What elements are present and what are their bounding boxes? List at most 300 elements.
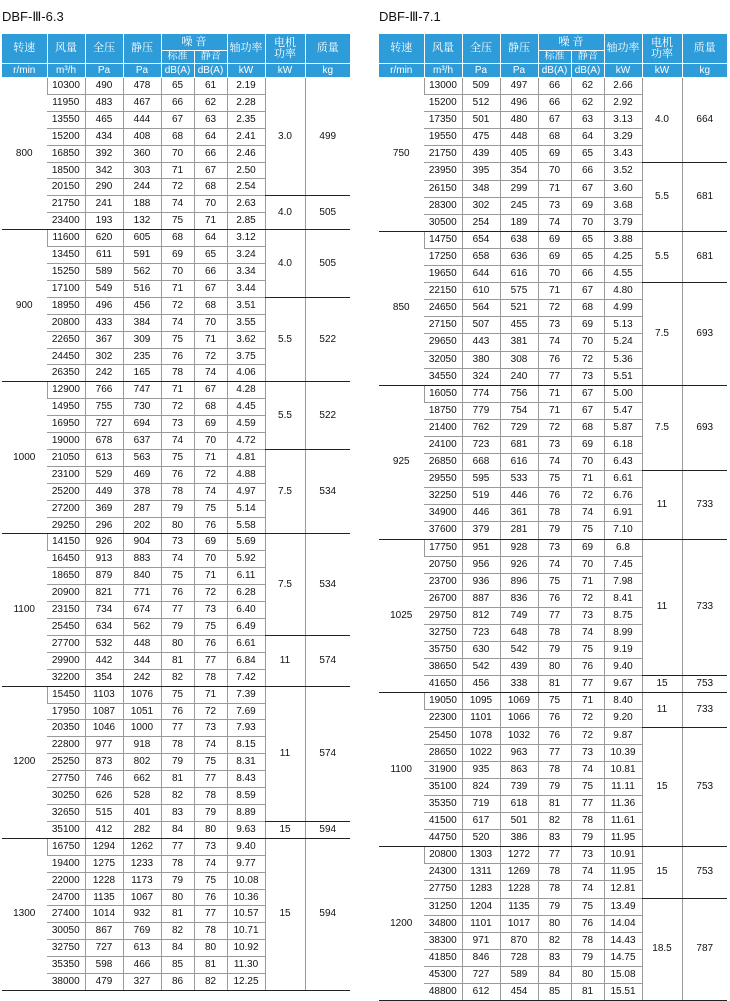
- noise-standard-cell: 76: [538, 488, 571, 505]
- noise-standard-cell: 65: [161, 78, 194, 95]
- noise-static-cell: 72: [571, 590, 604, 607]
- table-row: [379, 385, 727, 402]
- shaft-power-cell: 6.40: [227, 602, 265, 619]
- flow-cell: 20800: [424, 847, 462, 864]
- total-pressure-cell: 380: [462, 351, 500, 368]
- total-pressure-cell: 727: [462, 966, 500, 983]
- shaft-power-cell: 2.63: [227, 196, 265, 213]
- flow-cell: 24650: [424, 300, 462, 317]
- flow-cell: 16050: [424, 385, 462, 402]
- flow-cell: 15450: [47, 686, 85, 703]
- total-pressure-cell: 302: [85, 348, 123, 365]
- flow-cell: 22800: [47, 737, 85, 754]
- total-pressure-cell: 501: [462, 112, 500, 129]
- weight-cell: 534: [305, 449, 350, 534]
- static-pressure-cell: 344: [123, 652, 161, 669]
- noise-static-cell: 71: [194, 331, 227, 348]
- noise-static-cell: 63: [194, 111, 227, 128]
- motor-power-cell: 15: [642, 676, 682, 693]
- speed-cell: 1200: [2, 686, 47, 838]
- total-pressure-cell: 1101: [462, 915, 500, 932]
- static-pressure-cell: 754: [500, 402, 538, 419]
- flow-cell: 26350: [47, 365, 85, 382]
- static-pressure-cell: 1066: [500, 710, 538, 727]
- noise-static-cell: 71: [194, 213, 227, 230]
- total-pressure-cell: 723: [462, 625, 500, 642]
- flow-cell: 21400: [424, 419, 462, 436]
- noise-standard-cell: 77: [538, 368, 571, 385]
- static-pressure-cell: 1067: [123, 889, 161, 906]
- noise-standard-cell: 72: [161, 297, 194, 314]
- total-pressure-cell: 935: [462, 761, 500, 778]
- static-pressure-cell: 242: [123, 669, 161, 686]
- shaft-power-cell: 3.12: [227, 230, 265, 247]
- static-pressure-cell: 749: [500, 607, 538, 624]
- flow-cell: 23400: [47, 213, 85, 230]
- shaft-power-cell: 5.87: [604, 419, 642, 436]
- weight-cell: 522: [305, 297, 350, 382]
- static-pressure-cell: 408: [123, 128, 161, 145]
- static-pressure-cell: 1228: [500, 881, 538, 898]
- total-pressure-cell: 879: [85, 568, 123, 585]
- unit-shaft-power: kW: [604, 64, 642, 78]
- noise-standard-cell: 71: [538, 283, 571, 300]
- flow-cell: 18500: [47, 162, 85, 179]
- noise-standard-cell: 76: [161, 466, 194, 483]
- flow-cell: 16750: [47, 838, 85, 855]
- shaft-power-cell: 3.43: [604, 146, 642, 163]
- noise-static-cell: 76: [194, 889, 227, 906]
- total-pressure-cell: 475: [462, 129, 500, 146]
- noise-static-cell: 75: [194, 500, 227, 517]
- flow-cell: 48800: [424, 983, 462, 1000]
- speed-cell: 750: [379, 78, 424, 232]
- shaft-power-cell: 3.60: [604, 180, 642, 197]
- noise-standard-cell: 82: [161, 669, 194, 686]
- static-pressure-cell: 771: [123, 585, 161, 602]
- static-pressure-cell: 1173: [123, 872, 161, 889]
- flow-cell: 35750: [424, 642, 462, 659]
- flow-cell: 19550: [424, 129, 462, 146]
- motor-power-cell: 18.5: [642, 898, 682, 1001]
- noise-standard-cell: 78: [538, 761, 571, 778]
- header-static-pressure: 静压: [123, 34, 161, 64]
- noise-static-cell: 72: [571, 488, 604, 505]
- flow-cell: 14950: [47, 399, 85, 416]
- noise-static-cell: 75: [571, 778, 604, 795]
- noise-static-cell: 69: [571, 197, 604, 214]
- motor-power-cell: 15: [265, 838, 305, 990]
- static-pressure-cell: 401: [123, 804, 161, 821]
- noise-static-cell: 75: [194, 754, 227, 771]
- noise-standard-cell: 72: [161, 179, 194, 196]
- total-pressure-cell: 515: [85, 804, 123, 821]
- noise-static-cell: 77: [571, 795, 604, 812]
- total-pressure-cell: 658: [462, 248, 500, 265]
- total-pressure-cell: 1204: [462, 898, 500, 915]
- shaft-power-cell: 8.99: [604, 625, 642, 642]
- noise-static-cell: 78: [194, 788, 227, 805]
- static-pressure-cell: 1076: [123, 686, 161, 703]
- shaft-power-cell: 7.93: [227, 720, 265, 737]
- flow-cell: 32250: [424, 488, 462, 505]
- speed-cell: 1000: [2, 382, 47, 534]
- noise-standard-cell: 76: [538, 727, 571, 744]
- shaft-power-cell: 2.35: [227, 111, 265, 128]
- total-pressure-cell: 507: [462, 317, 500, 334]
- static-pressure-cell: 562: [123, 619, 161, 636]
- noise-standard-cell: 67: [161, 111, 194, 128]
- flow-cell: 15200: [424, 95, 462, 112]
- flow-cell: 28650: [424, 744, 462, 761]
- shaft-power-cell: 6.76: [604, 488, 642, 505]
- static-pressure-cell: 694: [123, 416, 161, 433]
- flow-cell: 17250: [424, 248, 462, 265]
- flow-cell: 29550: [424, 471, 462, 488]
- flow-cell: 38300: [424, 932, 462, 949]
- table-row: [379, 898, 727, 915]
- table-row: [379, 231, 727, 248]
- static-pressure-cell: 932: [123, 906, 161, 923]
- noise-standard-cell: 84: [161, 940, 194, 957]
- table-row: [379, 676, 727, 693]
- noise-static-cell: 79: [571, 830, 604, 847]
- noise-standard-cell: 85: [161, 957, 194, 974]
- total-pressure-cell: 1294: [85, 838, 123, 855]
- noise-standard-cell: 71: [161, 382, 194, 399]
- motor-power-cell: 5.5: [642, 231, 682, 282]
- flow-cell: 27750: [47, 771, 85, 788]
- weight-cell: 733: [682, 539, 727, 676]
- noise-standard-cell: 85: [538, 983, 571, 1000]
- noise-static-cell: 65: [194, 247, 227, 264]
- noise-static-cell: 71: [194, 568, 227, 585]
- noise-standard-cell: 77: [538, 847, 571, 864]
- static-pressure-cell: 303: [123, 162, 161, 179]
- shaft-power-cell: 8.41: [604, 590, 642, 607]
- total-pressure-cell: 369: [85, 500, 123, 517]
- noise-static-cell: 68: [571, 419, 604, 436]
- header-weight: 质量: [305, 34, 350, 64]
- static-pressure-cell: 616: [500, 454, 538, 471]
- total-pressure-cell: 348: [462, 180, 500, 197]
- static-pressure-cell: 308: [500, 351, 538, 368]
- total-pressure-cell: 449: [85, 483, 123, 500]
- static-pressure-cell: 729: [500, 419, 538, 436]
- flow-cell: 38650: [424, 659, 462, 676]
- total-pressure-cell: 290: [85, 179, 123, 196]
- static-pressure-cell: 405: [500, 146, 538, 163]
- shaft-power-cell: 15.51: [604, 983, 642, 1000]
- unit-flow: m³/h: [424, 64, 462, 78]
- noise-static-cell: 75: [571, 898, 604, 915]
- noise-static-cell: 75: [571, 522, 604, 539]
- total-pressure-cell: 1087: [85, 703, 123, 720]
- total-pressure-cell: 956: [462, 556, 500, 573]
- noise-standard-cell: 74: [161, 551, 194, 568]
- static-pressure-cell: 840: [123, 568, 161, 585]
- noise-static-cell: 75: [194, 872, 227, 889]
- static-pressure-cell: 202: [123, 517, 161, 534]
- static-pressure-cell: 1262: [123, 838, 161, 855]
- total-pressure-cell: 512: [462, 95, 500, 112]
- noise-standard-cell: 73: [538, 197, 571, 214]
- flow-cell: 41500: [424, 813, 462, 830]
- unit-weight: kg: [305, 64, 350, 78]
- header-total-pressure: 全压: [462, 34, 500, 64]
- noise-static-cell: 70: [571, 334, 604, 351]
- static-pressure-cell: 563: [123, 449, 161, 466]
- total-pressure-cell: 324: [462, 368, 500, 385]
- flow-cell: 21750: [424, 146, 462, 163]
- table-row: [2, 686, 350, 703]
- noise-static-cell: 73: [194, 602, 227, 619]
- noise-standard-cell: 76: [538, 590, 571, 607]
- noise-static-cell: 73: [571, 368, 604, 385]
- noise-standard-cell: 71: [538, 180, 571, 197]
- total-pressure-cell: 242: [85, 365, 123, 382]
- motor-power-cell: 5.5: [265, 297, 305, 382]
- motor-power-cell: 7.5: [642, 283, 682, 386]
- total-pressure-cell: 589: [85, 263, 123, 280]
- header-shaft-power: 轴功率: [604, 34, 642, 64]
- noise-static-cell: 76: [571, 915, 604, 932]
- motor-power-cell: 15: [642, 847, 682, 898]
- static-pressure-cell: 662: [123, 771, 161, 788]
- motor-power-cell: 3.0: [265, 78, 305, 196]
- total-pressure-cell: 439: [462, 146, 500, 163]
- flow-cell: 24100: [424, 436, 462, 453]
- shaft-power-cell: 5.92: [227, 551, 265, 568]
- flow-cell: 32750: [424, 625, 462, 642]
- flow-cell: 17350: [424, 112, 462, 129]
- flow-cell: 25450: [47, 619, 85, 636]
- noise-standard-cell: 76: [161, 703, 194, 720]
- total-pressure-cell: 496: [85, 297, 123, 314]
- flow-cell: 31900: [424, 761, 462, 778]
- noise-static-cell: 62: [194, 94, 227, 111]
- noise-static-cell: 79: [194, 804, 227, 821]
- total-pressure-cell: 193: [85, 213, 123, 230]
- noise-standard-cell: 75: [161, 213, 194, 230]
- total-pressure-cell: 824: [462, 778, 500, 795]
- shaft-power-cell: 2.66: [604, 78, 642, 95]
- noise-standard-cell: 74: [538, 556, 571, 573]
- motor-power-cell: 5.5: [265, 382, 305, 450]
- noise-standard-cell: 66: [538, 95, 571, 112]
- table-title: DBF-Ⅲ-6.3: [2, 9, 64, 24]
- total-pressure-cell: 734: [85, 602, 123, 619]
- total-pressure-cell: 542: [462, 659, 500, 676]
- shaft-power-cell: 3.34: [227, 263, 265, 280]
- noise-static-cell: 74: [571, 505, 604, 522]
- static-pressure-cell: 1272: [500, 847, 538, 864]
- static-pressure-cell: 456: [123, 297, 161, 314]
- noise-standard-cell: 70: [538, 163, 571, 180]
- flow-cell: 18650: [47, 568, 85, 585]
- noise-standard-cell: 86: [161, 974, 194, 991]
- noise-static-cell: 77: [571, 676, 604, 693]
- flow-cell: 12900: [47, 382, 85, 399]
- total-pressure-cell: 434: [85, 128, 123, 145]
- flow-cell: 13450: [47, 247, 85, 264]
- header-noise-static: 静音: [571, 51, 604, 64]
- unit-motor-power: kW: [265, 64, 305, 78]
- shaft-power-cell: 2.92: [604, 95, 642, 112]
- static-pressure-cell: 299: [500, 180, 538, 197]
- total-pressure-cell: 490: [85, 78, 123, 95]
- noise-standard-cell: 71: [161, 162, 194, 179]
- speed-cell: 850: [379, 231, 424, 385]
- shaft-power-cell: 3.52: [604, 163, 642, 180]
- total-pressure-cell: 302: [462, 197, 500, 214]
- total-pressure-cell: 951: [462, 539, 500, 556]
- total-pressure-cell: 1101: [462, 710, 500, 727]
- shaft-power-cell: 6.84: [227, 652, 265, 669]
- noise-static-cell: 78: [194, 669, 227, 686]
- static-pressure-cell: 446: [500, 488, 538, 505]
- noise-static-cell: 69: [194, 534, 227, 551]
- total-pressure-cell: 630: [462, 642, 500, 659]
- unit-speed: r/min: [2, 64, 47, 78]
- noise-standard-cell: 80: [161, 889, 194, 906]
- noise-standard-cell: 82: [161, 788, 194, 805]
- speed-cell: 800: [2, 78, 47, 230]
- static-pressure-cell: 501: [500, 813, 538, 830]
- total-pressure-cell: 1303: [462, 847, 500, 864]
- shaft-power-cell: 9.77: [227, 855, 265, 872]
- static-pressure-cell: 361: [500, 505, 538, 522]
- flow-cell: 25250: [47, 754, 85, 771]
- shaft-power-cell: 4.25: [604, 248, 642, 265]
- unit-weight: kg: [682, 64, 727, 78]
- noise-static-cell: 71: [571, 693, 604, 710]
- total-pressure-cell: 549: [85, 280, 123, 297]
- static-pressure-cell: 454: [500, 983, 538, 1000]
- header-motor-power: [642, 34, 682, 64]
- flow-cell: 10300: [47, 78, 85, 95]
- static-pressure-cell: 533: [500, 471, 538, 488]
- flow-cell: 38000: [47, 974, 85, 991]
- noise-static-cell: 76: [194, 517, 227, 534]
- noise-static-cell: 67: [194, 382, 227, 399]
- motor-power-cell: 4.0: [642, 78, 682, 163]
- flow-cell: 44750: [424, 830, 462, 847]
- noise-static-cell: 75: [571, 642, 604, 659]
- total-pressure-cell: 977: [85, 737, 123, 754]
- weight-cell: 505: [305, 230, 350, 298]
- total-pressure-cell: 519: [462, 488, 500, 505]
- flow-cell: 18750: [424, 402, 462, 419]
- header-noise-standard: 标准: [538, 51, 571, 64]
- shaft-power-cell: 6.11: [227, 568, 265, 585]
- total-pressure-cell: 443: [462, 334, 500, 351]
- noise-standard-cell: 70: [161, 263, 194, 280]
- flow-cell: 41850: [424, 949, 462, 966]
- flow-cell: 19000: [47, 433, 85, 450]
- total-pressure-cell: 442: [85, 652, 123, 669]
- flow-cell: 17100: [47, 280, 85, 297]
- total-pressure-cell: 867: [85, 923, 123, 940]
- noise-standard-cell: 74: [161, 433, 194, 450]
- static-pressure-cell: 802: [123, 754, 161, 771]
- noise-static-cell: 62: [571, 78, 604, 95]
- weight-cell: 753: [682, 727, 727, 847]
- shaft-power-cell: 7.39: [227, 686, 265, 703]
- header-motor-power-line2: 功率: [651, 47, 673, 60]
- shaft-power-cell: 12.25: [227, 974, 265, 991]
- noise-standard-cell: 80: [538, 915, 571, 932]
- motor-power-cell: 4.0: [265, 196, 305, 230]
- static-pressure-cell: 926: [500, 556, 538, 573]
- total-pressure-cell: 483: [85, 94, 123, 111]
- flow-cell: 14750: [424, 231, 462, 248]
- weight-cell: 522: [305, 382, 350, 450]
- static-pressure-cell: 616: [500, 266, 538, 283]
- total-pressure-cell: 379: [462, 522, 500, 539]
- shaft-power-cell: 11.95: [604, 864, 642, 881]
- static-pressure-cell: 904: [123, 534, 161, 551]
- static-pressure-cell: 444: [123, 111, 161, 128]
- shaft-power-cell: 3.68: [604, 197, 642, 214]
- noise-standard-cell: 73: [538, 436, 571, 453]
- table-row: [2, 196, 350, 213]
- total-pressure-cell: 446: [462, 505, 500, 522]
- weight-cell: 505: [305, 196, 350, 230]
- flow-cell: 35350: [424, 795, 462, 812]
- noise-standard-cell: 80: [538, 659, 571, 676]
- noise-standard-cell: 71: [538, 385, 571, 402]
- total-pressure-cell: 1078: [462, 727, 500, 744]
- total-pressure-cell: 887: [462, 590, 500, 607]
- noise-static-cell: 74: [571, 625, 604, 642]
- noise-standard-cell: 69: [538, 248, 571, 265]
- speed-cell: 1025: [379, 539, 424, 693]
- unit-motor-power: kW: [642, 64, 682, 78]
- total-pressure-cell: 610: [462, 283, 500, 300]
- shaft-power-cell: 6.61: [227, 635, 265, 652]
- shaft-power-cell: 8.15: [227, 737, 265, 754]
- noise-standard-cell: 82: [538, 932, 571, 949]
- flow-cell: 30500: [424, 214, 462, 231]
- static-pressure-cell: 282: [123, 821, 161, 838]
- noise-standard-cell: 74: [538, 334, 571, 351]
- flow-cell: 11600: [47, 230, 85, 247]
- noise-standard-cell: 71: [538, 402, 571, 419]
- flow-cell: 14150: [47, 534, 85, 551]
- shaft-power-cell: 2.19: [227, 78, 265, 95]
- static-pressure-cell: 360: [123, 145, 161, 162]
- noise-static-cell: 64: [194, 230, 227, 247]
- static-pressure-cell: 928: [500, 539, 538, 556]
- flow-cell: 26850: [424, 454, 462, 471]
- static-pressure-cell: 896: [500, 573, 538, 590]
- shaft-power-cell: 9.19: [604, 642, 642, 659]
- header-weight: 质量: [682, 34, 727, 64]
- total-pressure-cell: 654: [462, 231, 500, 248]
- header-speed: 转速: [2, 34, 47, 64]
- static-pressure-cell: 439: [500, 659, 538, 676]
- noise-standard-cell: 68: [538, 129, 571, 146]
- table-row: [2, 821, 350, 838]
- motor-power-cell: 11: [265, 686, 305, 821]
- noise-static-cell: 72: [194, 585, 227, 602]
- shaft-power-cell: 2.46: [227, 145, 265, 162]
- unit-noise-static: dB(A): [571, 64, 604, 78]
- shaft-power-cell: 4.45: [227, 399, 265, 416]
- shaft-power-cell: 4.88: [227, 466, 265, 483]
- noise-static-cell: 71: [571, 471, 604, 488]
